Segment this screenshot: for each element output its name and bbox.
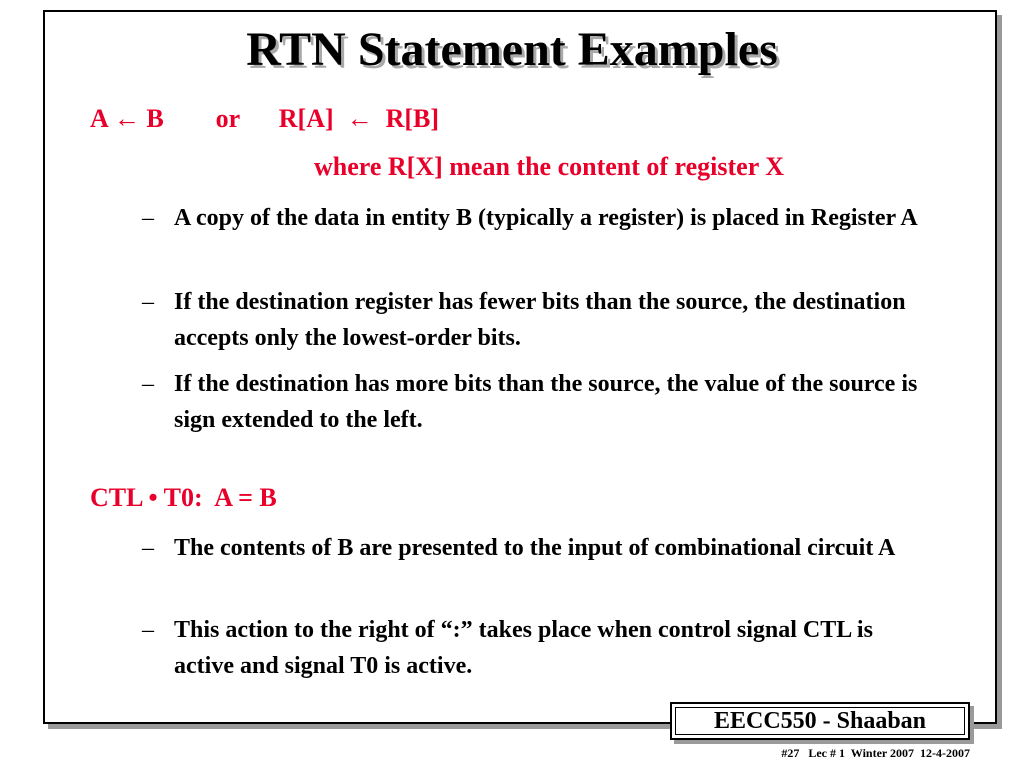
dash-icon: –	[142, 289, 154, 315]
bullet-item	[142, 200, 932, 236]
dash-icon: –	[142, 535, 154, 561]
bullet-item	[142, 284, 932, 356]
dash-icon: –	[142, 205, 154, 231]
bullet-item	[142, 612, 932, 684]
bullet-item	[142, 530, 932, 566]
bullet-text: This action to the right of “:” takes place when control signal CTL is active and signal T0 is active.	[174, 617, 873, 679]
ctl-expression: CTL • T0: A = B	[90, 483, 277, 512]
footer-badge	[670, 702, 970, 740]
rtn-expression: A ← B or R[A] ← R[B]	[90, 104, 440, 133]
bullet-text: The contents of B are presented to the input of combinational circuit A	[174, 535, 896, 561]
bullet-item	[142, 366, 932, 438]
dash-icon: –	[142, 617, 154, 643]
bullet-text: If the destination register has fewer bits than the source, the destination accepts only the lowest-order bits.	[174, 289, 906, 351]
dash-icon: –	[142, 371, 154, 397]
course-label: EECC550 - Shaaban	[713, 708, 927, 734]
bullet-text: A copy of the data in entity B (typically a register) is placed in Register A	[174, 205, 918, 231]
slide-info: #27 Lec # 1 Winter 2007 12-4-2007	[781, 746, 970, 760]
rtn-note: where R[X] mean the content of register X	[314, 152, 785, 181]
bullet-text: If the destination has more bits than the source, the value of the source is sign extended to the left.	[174, 371, 918, 433]
slide-title: RTN Statement Examples	[246, 23, 778, 76]
